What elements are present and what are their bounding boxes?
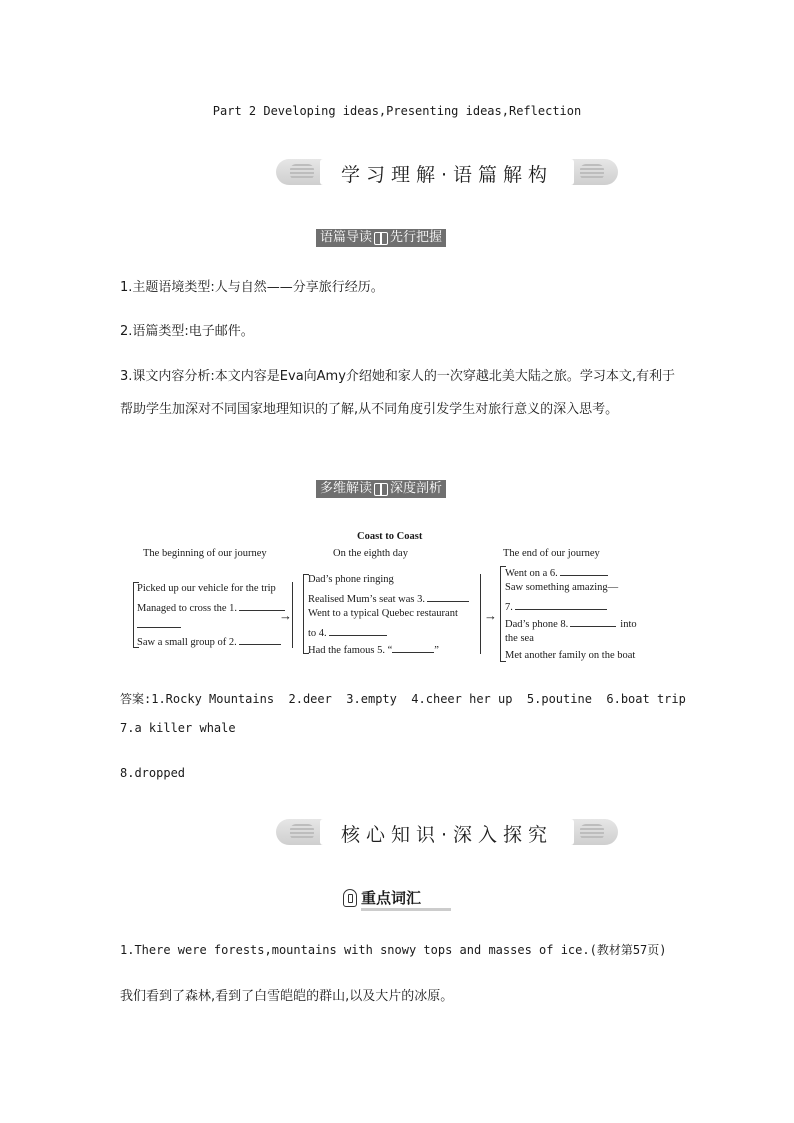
col2-heading: On the eighth day: [333, 548, 408, 559]
col3-line-3: [505, 599, 607, 613]
col3-line-4-tail: into: [620, 619, 637, 630]
blank-4: [329, 625, 387, 636]
arrow-icon: →: [279, 608, 292, 623]
tag-left-text: 语篇导读: [320, 230, 373, 245]
arrow-icon: →: [484, 608, 497, 623]
col2-line-4: [308, 625, 387, 639]
vocab-sentence: 1.There were forests,mountains with snowy tops and masses of ice.(教材第57页): [120, 943, 667, 957]
blank-2: [239, 634, 281, 645]
banner-text: 核心知识·深入探究: [340, 824, 554, 846]
col3-line-3-text: 7.: [505, 602, 513, 613]
blank-3: [427, 591, 469, 602]
col1-line-2: [137, 600, 285, 614]
answers-line-2: 7.a killer whale: [120, 721, 236, 735]
tag-right-text: 先行把握: [390, 230, 443, 245]
bracket: [500, 566, 501, 662]
col3-line-1: [505, 565, 608, 579]
col1-line-3: [137, 634, 281, 648]
col3-line-5: the sea: [505, 633, 534, 644]
diagram-title: Coast to Coast: [357, 531, 423, 542]
col2-line-5: [308, 642, 439, 656]
col3-line-2: Saw something amazing—: [505, 582, 619, 593]
bracket: [303, 574, 304, 654]
col2-line-2-text: Realised Mum’s seat was 3.: [308, 594, 425, 605]
key-vocab-heading: [343, 887, 421, 908]
bracket-close: [480, 574, 481, 654]
blank-1-cont: [137, 617, 181, 631]
lock-icon: [343, 889, 357, 907]
col3-heading: The end of our journey: [503, 548, 600, 559]
blank-6: [560, 565, 608, 576]
col1-line-3-text: Saw a small group of 2.: [137, 637, 237, 648]
col2-line-3: Went to a typical Quebec restaurant: [308, 608, 458, 619]
col2-line-5-text: Had the famous 5. “: [308, 645, 393, 656]
blank-7: [515, 599, 607, 610]
col1-line-1: Picked up our vehicle for the trip: [137, 583, 276, 594]
col3-line-4: [505, 616, 637, 630]
answers-line-3: 8.dropped: [120, 766, 186, 780]
col3-line-4-text: Dad’s phone 8.: [505, 619, 569, 630]
banner-text: 学习理解·语篇解构: [340, 164, 554, 186]
key-vocab-text: 重点词汇: [361, 889, 422, 907]
answers-line-1: 答案:1.Rocky Mountains 2.deer 3.empty 4.cheer her up 5.poutine 6.boat trip: [120, 692, 686, 706]
part-title: Part 2 Developing ideas,Presenting ideas,Reflection: [212, 104, 582, 118]
col2-line-1: Dad’s phone ringing: [308, 574, 394, 585]
blank-8: [570, 616, 616, 627]
col3-line-1-text: Went on a 6.: [505, 568, 558, 579]
item-1: 1.主题语境类型:人与自然——分享旅行经历。: [120, 280, 384, 295]
item-3: 3.课文内容分析:本文内容是Eva向Amy介绍她和家人的一次穿越北美大陆之旅。学习本文,有利于帮助学生加深对不同国家地理知识的了解,从不同角度引发学生对旅行意义的深入思考。: [120, 369, 676, 417]
section-banner-core: [276, 819, 618, 845]
bracket: [133, 582, 134, 648]
bracket-close: [292, 582, 293, 648]
col1-line-2-text: Managed to cross the 1.: [137, 603, 238, 614]
tag-right-text: 深度剖析: [390, 481, 443, 496]
tag-left-text: 多维解读: [320, 481, 373, 496]
col2-line-2: [308, 591, 469, 605]
item-2: 2.语篇类型:电子邮件。: [120, 324, 254, 339]
blank-5: [392, 642, 434, 653]
col3-line-6: Met another family on the boat: [505, 650, 636, 661]
col2-line-5-close: ”: [434, 645, 439, 656]
vocab-translation: 我们看到了森林,看到了白雪皑皑的群山,以及大片的冰原。: [120, 989, 454, 1004]
col2-line-4-text: to 4.: [308, 628, 327, 639]
col1-heading: The beginning of our journey: [143, 548, 267, 559]
